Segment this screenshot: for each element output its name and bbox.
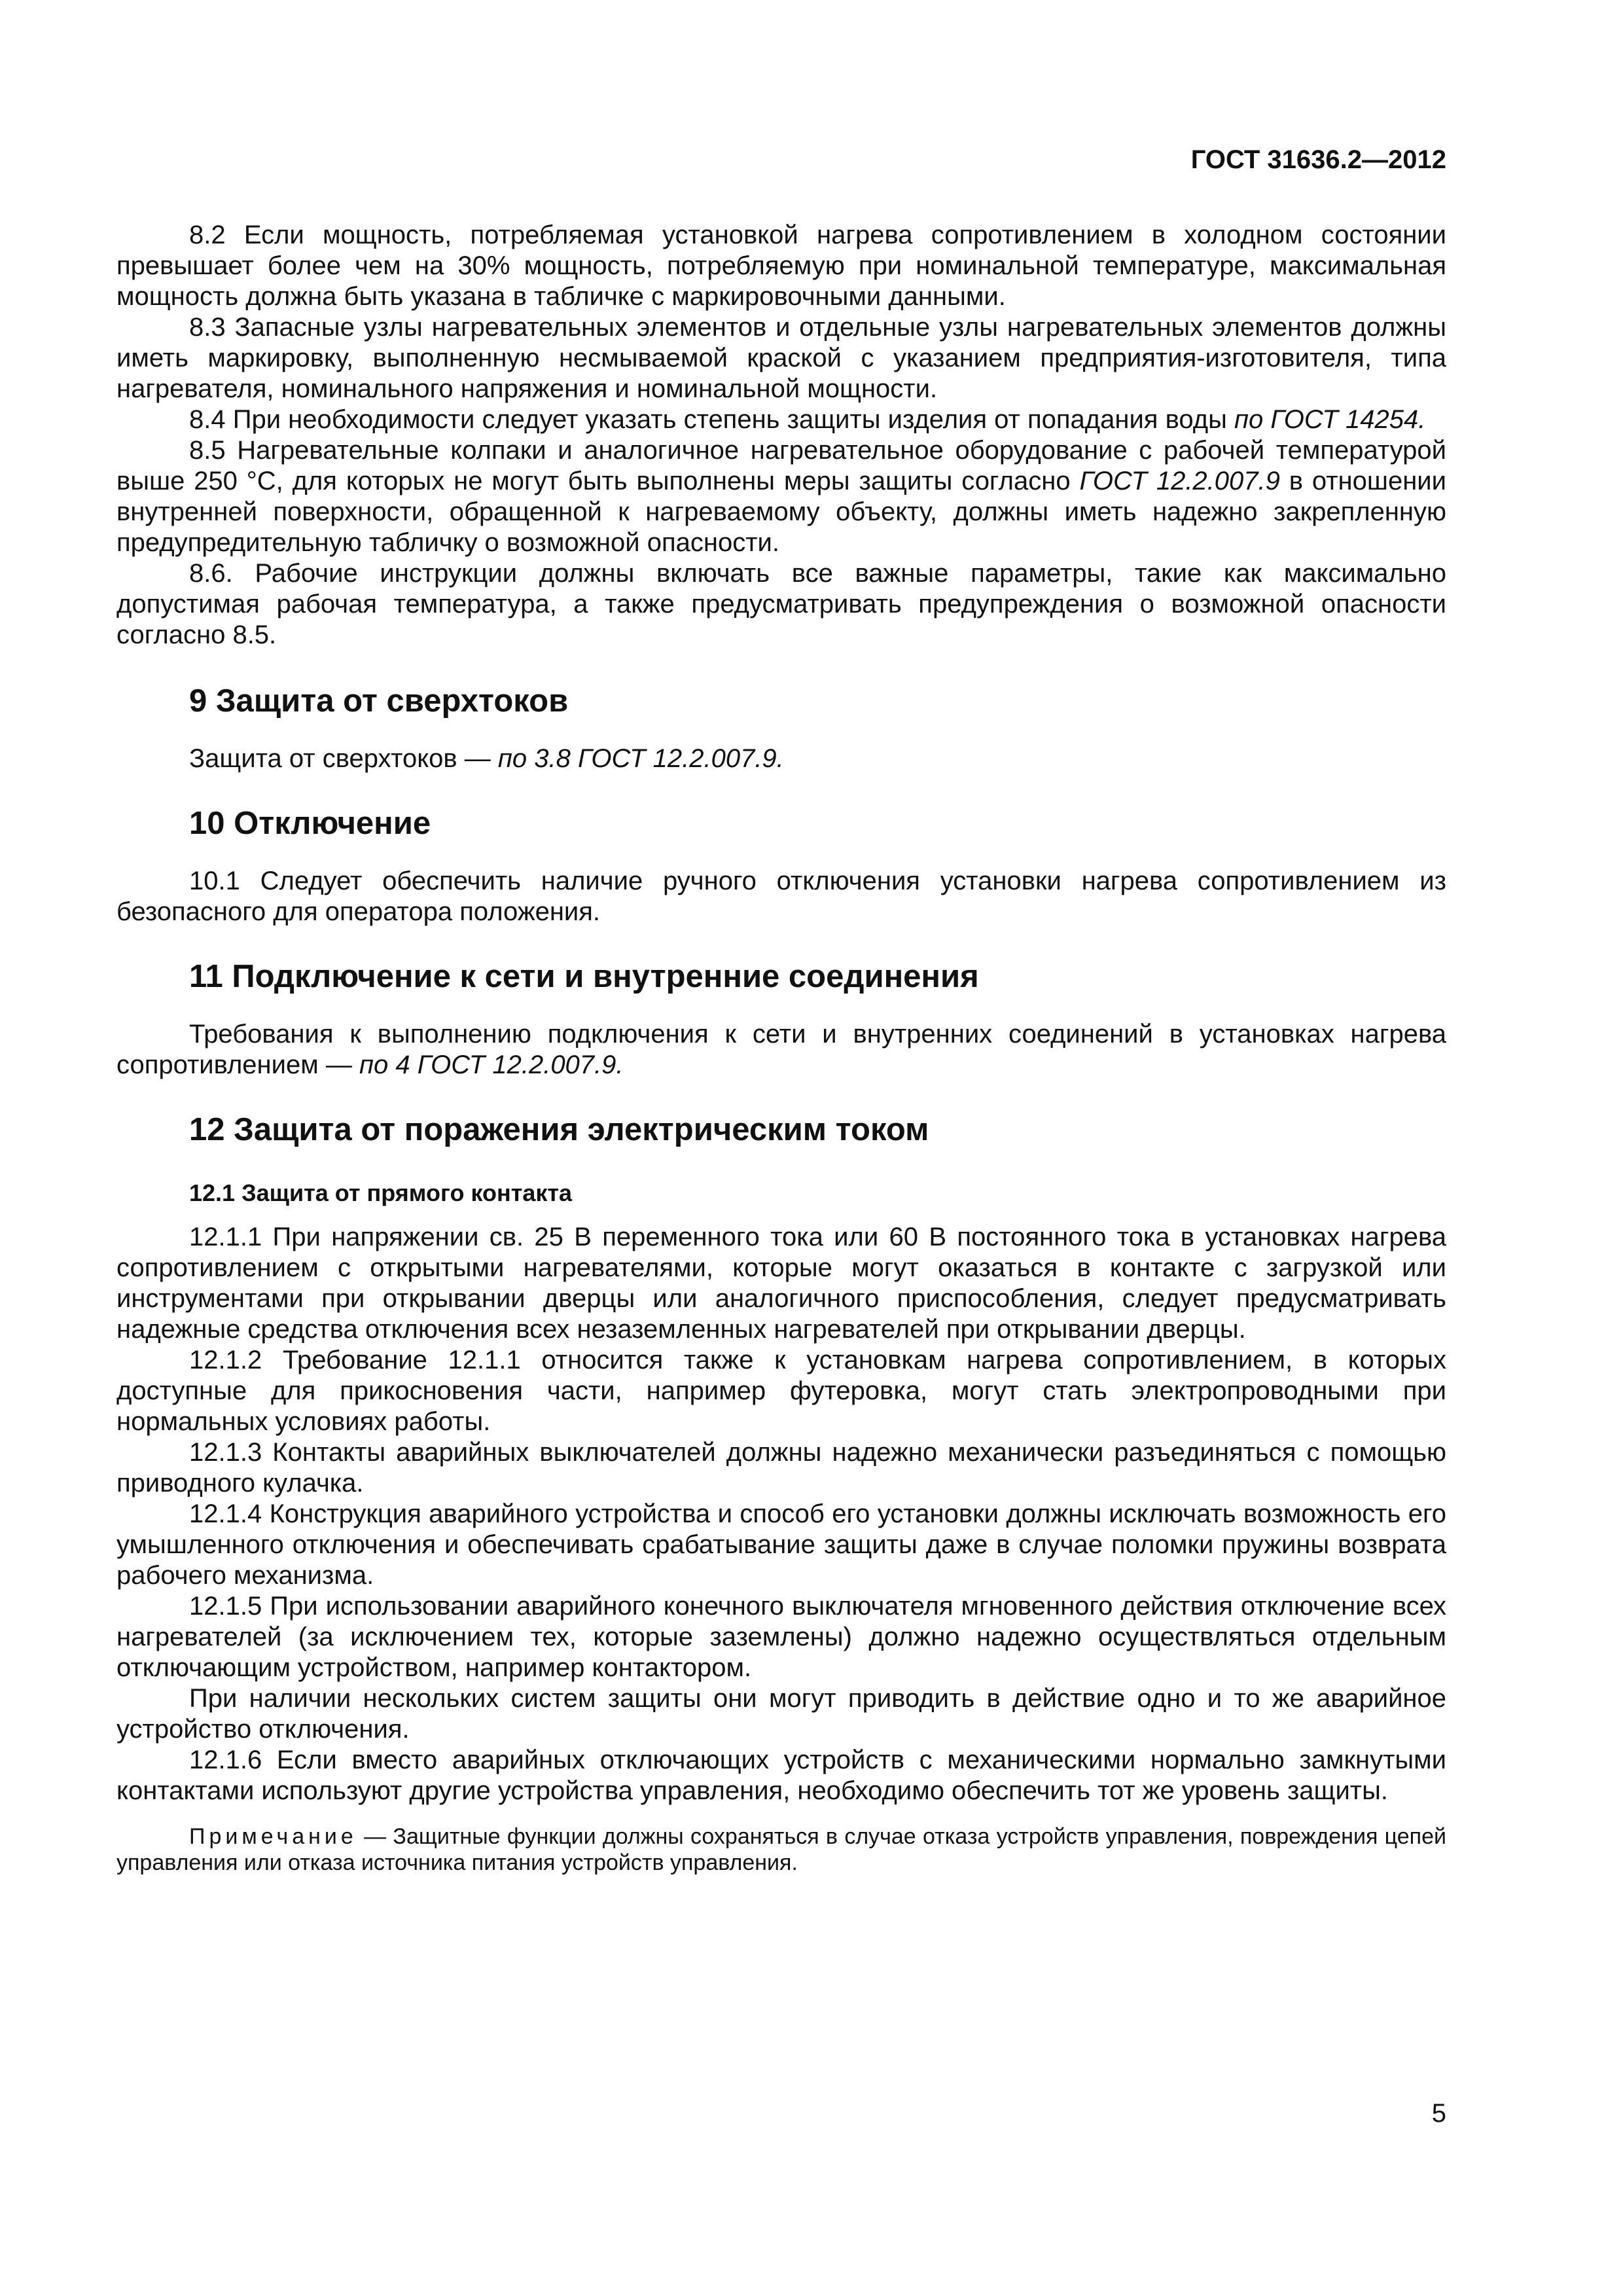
paragraph-8-5: [116, 435, 1446, 558]
paragraph-12-1-4: 12.1.4 Конструкция аварийного устройства и способ его установки должны исключать возможность его умышленного отключения и обеспечивать срабатывание защиты даже в случае поломки пружины возврата рабочего механизма.: [116, 1499, 1446, 1590]
subsection-12-1-heading: 12.1 Защита от прямого контакта: [189, 1179, 573, 1206]
section-9-heading: 9 Защита от сверхтоков: [189, 683, 569, 719]
standard-reference: по ГОСТ 14254.: [1234, 405, 1426, 434]
paragraph-12-1-1: 12.1.1 При напряжении св. 25 В переменного тока или 60 В постоянного тока в установках нагрева сопротивлением с открытыми нагревателями, которые могут оказаться в контакте с загрузкой или инструментами при открывании дверцы или аналогичного приспособления, следует предусматривать надежные средства отключения всех незаземленных нагревателей при открывании дверцы.: [116, 1223, 1446, 1344]
note-text: — Защитные функции должны сохраняться в случае отказа устройств управления, повреждения цепей управления или отказа источника питания устройств управления.: [116, 1824, 1446, 1875]
paragraph-8-5-rest: в отношении внутренней поверхности, обращенной к нагреваемому объекту, должны иметь надежно закрепленную предупредительную табличку о возможной опасности.: [116, 467, 1446, 557]
paragraph-12-1-2: 12.1.2 Требование 12.1.1 относится также к установкам нагрева сопротивлением, в которых доступные для прикосновения части, например футеровка, могут стать электропроводными при нормальных условиях работы.: [116, 1346, 1446, 1436]
paragraph-12-1-3: 12.1.3 Контакты аварийных выключателей должны надежно механически разъединяться с помощью приводного кулачка.: [116, 1438, 1446, 1498]
paragraph-11-text: Требования к выполнению подключения к сети и внутренних соединений в установках нагрева сопротивлением —: [116, 1020, 1446, 1079]
section-11-heading: 11 Подключение к сети и внутренние соединения: [189, 959, 979, 994]
page-content: [116, 220, 1446, 1876]
paragraph-11: [116, 1019, 1446, 1081]
paragraph-12-1-6: 12.1.6 Если вместо аварийных отключающих устройств с механическими нормально замкнутыми контактами используют другие устройства управления, необходимо обеспечить тот же уровень защиты.: [116, 1746, 1446, 1805]
document-number-header: ГОСТ 31636.2—2012: [1190, 145, 1446, 174]
section-12-heading: 12 Защита от поражения электрическим током: [189, 1112, 929, 1147]
paragraph-8-3: 8.3 Запасные узлы нагревательных элементов и отдельные узлы нагревательных элементов должны иметь маркировку, выполненную несмываемой краской с указанием предприятия-изготовителя, типа нагревателя, номинального напряжения и номинальной мощности.: [116, 313, 1446, 403]
note-label: Примечание: [189, 1824, 357, 1849]
paragraph-8-2: 8.2 Если мощность, потребляемая установкой нагрева сопротивлением в холодном состоянии превышает более чем на 30% мощность, потребляемую при номинальной температуре, максимальная мощность должна быть указана в табличке с маркировочными данными.: [116, 221, 1446, 311]
paragraph-9: [116, 744, 1446, 774]
paragraph-12-1-5: 12.1.5 При использовании аварийного конечного выключателя мгновенного действия отключение всех нагревателей (за исключением тех, которые заземлены) должно надежно осуществляться отдельным отключающим устройством, например контактором.: [116, 1592, 1446, 1682]
paragraph-8-6: 8.6. Рабочие инструкции должны включать все важные параметры, такие как максимально допустимая рабочая температура, а также предусматривать предупреждения о возможной опасности согласно 8.5.: [116, 559, 1446, 649]
note: [116, 1823, 1446, 1876]
page-number: 5: [1431, 2099, 1446, 2128]
standard-reference: по 4 ГОСТ 12.2.007.9.: [359, 1050, 624, 1079]
paragraph-10-1: 10.1 Следует обеспечить наличие ручного отключения установки нагрева сопротивлением из безопасного для оператора положения.: [116, 867, 1446, 926]
standard-reference: ГОСТ 12.2.007.9: [1079, 467, 1280, 495]
paragraph-9-text: Защита от сверхтоков —: [189, 744, 498, 773]
standard-reference: по 3.8 ГОСТ 12.2.007.9.: [497, 744, 784, 773]
paragraph-12-1-5-continued: При наличии нескольких систем защиты они могут приводить в действие одно и то же аварийное устройство отключения.: [116, 1684, 1446, 1744]
paragraph-8-4: [116, 404, 1446, 435]
section-10-heading: 10 Отключение: [189, 806, 431, 841]
paragraph-8-4-text: 8.4 При необходимости следует указать степень защиты изделия от попадания воды: [189, 405, 1234, 434]
paragraph-8-5-text: 8.5 Нагревательные колпаки и аналогичное нагревательное оборудование с рабочей температурой выше 250 °С, для которых не могут быть выполнены меры защиты согласно: [116, 436, 1446, 495]
